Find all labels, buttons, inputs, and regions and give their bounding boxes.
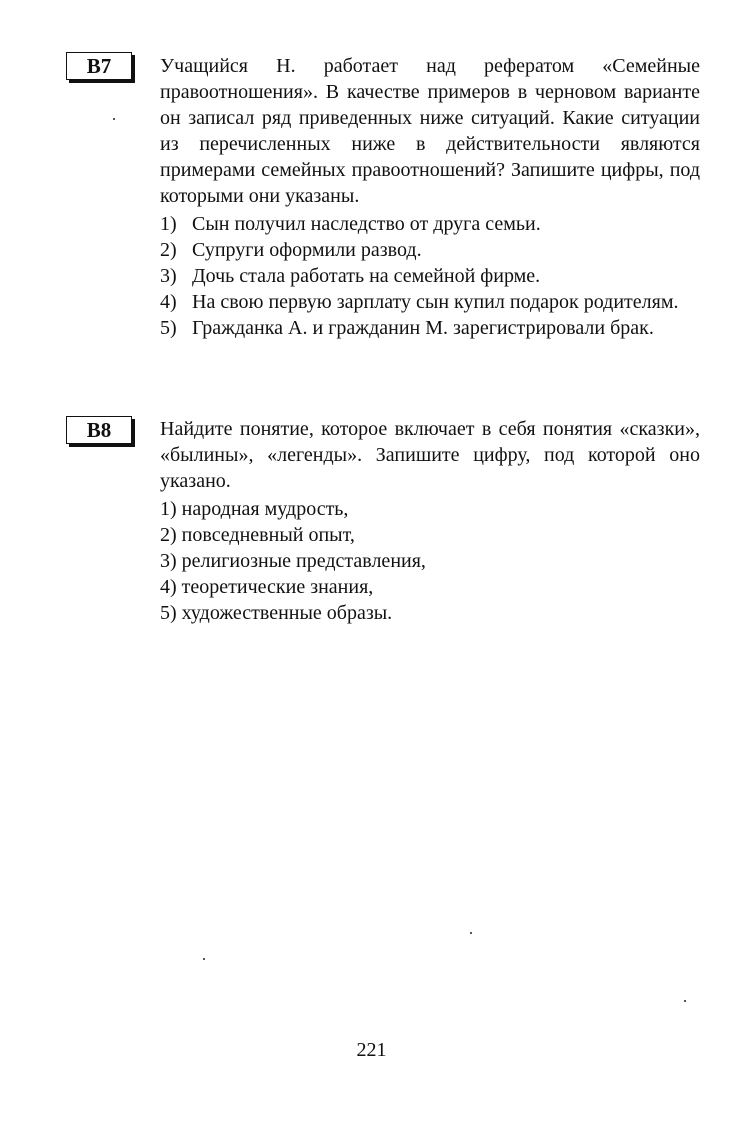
option-item xyxy=(160,211,700,237)
task-label: B7 xyxy=(66,52,132,80)
task-label: B8 xyxy=(66,416,132,444)
scan-speck xyxy=(470,932,472,934)
option-list xyxy=(160,211,700,341)
option-item: 3) религиозные представления, xyxy=(160,550,426,572)
option-number: 1) xyxy=(160,213,177,235)
option-number: 5) xyxy=(160,317,177,339)
option-item xyxy=(160,263,700,289)
option-item xyxy=(160,237,700,263)
scan-speck xyxy=(203,958,205,960)
option-item: 4) теоретические знания, xyxy=(160,576,374,598)
option-item xyxy=(160,315,700,341)
option-text: На свою первую зарплату сын купил подарок родителям. xyxy=(192,291,679,313)
option-text: Дочь стала работать на семейной фирме. xyxy=(192,265,541,287)
option-number: 3) xyxy=(160,265,177,287)
scan-speck xyxy=(113,118,115,120)
task-body xyxy=(160,53,700,341)
option-text: Сын получил наследство от друга семьи. xyxy=(192,213,541,235)
option-text: Супруги оформили развод. xyxy=(192,239,422,261)
scan-speck xyxy=(684,1000,686,1002)
option-item: 1) народная мудрость, xyxy=(160,498,349,520)
task-body xyxy=(160,416,700,626)
page-number: 221 xyxy=(356,1039,387,1061)
option-item: 2) повседневный опыт, xyxy=(160,524,355,546)
option-number: 2) xyxy=(160,239,177,261)
question-text: Найдите понятие, которое включает в себя понятия «сказки», «былины», «легенды». Запишите цифру, под которой оно указано. xyxy=(160,418,700,492)
option-list xyxy=(160,496,700,626)
question-text: Учащийся Н. работает над рефератом «Семейные правоотношения». В качестве примеров в черновом варианте он записал ряд приведенных ниже ситуаций. Какие ситуации из перечисленных ниже в действительности являются примерами семейных правоотношений? Запишите цифры, под которыми они указаны. xyxy=(160,55,700,207)
option-item xyxy=(160,289,700,315)
option-item: 5) художественные образы. xyxy=(160,602,393,624)
option-number: 4) xyxy=(160,291,177,313)
option-text: Гражданка А. и гражданин М. зарегистрировали брак. xyxy=(192,317,654,339)
